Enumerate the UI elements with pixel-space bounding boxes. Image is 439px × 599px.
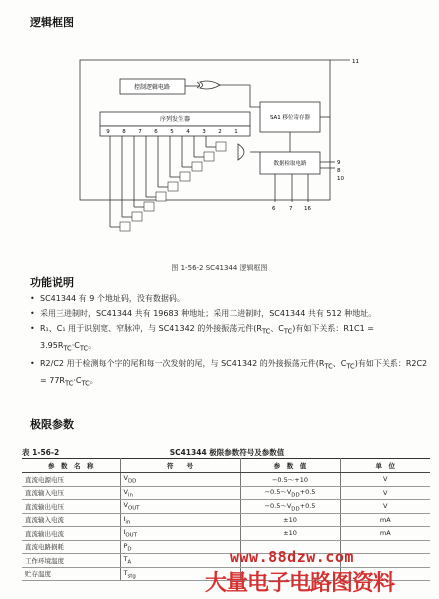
unit-cell: V — [340, 473, 430, 487]
bit-3-label: 3 — [202, 129, 206, 135]
pin-16-label: 16 — [304, 206, 311, 212]
xor-gate-top — [200, 81, 220, 89]
symbol-cell: $V_{OUT}$ — [120, 500, 240, 514]
shift-register-label: SA1 移位寄存器 — [269, 115, 311, 121]
param-name-cell: 工作环境温度 — [22, 554, 120, 568]
pin-7-label: 7 — [289, 206, 293, 212]
bit-4-label: 4 — [186, 129, 190, 135]
bit-7-label: 7 — [138, 129, 142, 135]
pin-6-label: 6 — [272, 206, 276, 212]
symbol-cell: $V_{in}$ — [120, 486, 240, 500]
value-cell: $-0.5\sim V_{DD}+0.5$ — [240, 500, 340, 514]
bit-8-label: 8 — [122, 129, 126, 135]
table-title: SC41344 极限参数符号及参数值 — [169, 448, 285, 457]
param-name-cell: 直流输出电压 — [22, 500, 120, 514]
header-unit: 单 位 — [340, 459, 430, 473]
value-cell: ±10 — [240, 513, 340, 527]
unit-cell: V — [340, 486, 430, 500]
symbol-cell: $I_{OUT}$ — [120, 527, 240, 541]
and-gate-mid — [238, 144, 244, 160]
param-name-cell: 直流输入电压 — [22, 486, 120, 500]
symbol-cell: $I_{in}$ — [120, 513, 240, 527]
value-cell: ±10 — [240, 527, 340, 541]
control-logic-label: 控制逻辑电路 — [133, 84, 171, 91]
param-name-cell: 贮存温度 — [22, 567, 120, 581]
param-name-cell: 直流输出电流 — [22, 527, 120, 541]
function-bullet-list — [30, 292, 430, 392]
table-row — [22, 527, 430, 541]
bit-1-label: 1 — [234, 129, 238, 135]
unit-cell: mA — [340, 513, 430, 527]
header-param-name: 参 数 名 称 — [22, 459, 120, 473]
bullet-item: • R₁、C₁ 用于识别宽、窄脉冲，与 SC41342 的外接振荡元件($R_{TC}$、$C_{TC}$)有如下关系：$R1C1 = 3.95R_{TC}\cdot C_{TC}$。 — [30, 322, 430, 355]
bit-5-label: 5 — [170, 129, 174, 135]
pin-11-label: 11 — [352, 59, 359, 65]
bullet-item: • R2/C2 用于检测每个字的尾和每一次发射的尾，与 SC41342 的外接振荡元件($R_{TC}$、$C_{TC}$)有如下关系：$R2C2 = 77R_{TC}\cdot C_{TC}$。 — [30, 357, 430, 390]
table-row — [22, 540, 430, 554]
watermark-url: www.88dzw.com — [230, 548, 354, 566]
bullet-item: • SC41344 有 9 个地址码，没有数据码。 — [30, 292, 430, 305]
table-row — [22, 554, 430, 568]
unit-cell: V — [340, 500, 430, 514]
bullet-item: • 采用三进制时，SC41344 共有 19683 种地址；采用二进制时，SC41344 共有 512 种地址。 — [30, 307, 430, 320]
bit-6-label: 6 — [154, 129, 158, 135]
table-row — [22, 500, 430, 514]
unit-cell: mA — [340, 527, 430, 541]
table-body — [22, 473, 430, 581]
bit-9-label: 9 — [106, 129, 110, 135]
section-title-limits: 极限参数 — [30, 418, 74, 431]
symbol-cell: $T_{stg}$ — [120, 567, 240, 581]
data-control-label: 数据检取电路 — [273, 161, 307, 167]
value-cell: $-0.5\sim V_{DD}+0.5$ — [240, 486, 340, 500]
section-title-function: 功能说明 — [30, 276, 74, 289]
symbol-cell: $P_D$ — [120, 540, 240, 554]
symbol-cell: $T_A$ — [120, 554, 240, 568]
bit-2-label: 2 — [218, 129, 222, 135]
table-row — [22, 513, 430, 527]
symbol-cell: $V_{DD}$ — [120, 473, 240, 487]
limit-parameters-table — [22, 458, 430, 581]
figure-caption: 图 1-56-2 SC41344 逻辑框图 — [171, 264, 268, 272]
header-symbol: 符 号 — [120, 459, 240, 473]
table-header-row — [22, 459, 430, 473]
table-row — [22, 486, 430, 500]
value-cell: −0.5～+10 — [240, 473, 340, 487]
pin-10-label: 10 — [337, 176, 344, 182]
param-name-cell: 直流电路损耗 — [22, 540, 120, 554]
param-name-cell: 直流电源电压 — [22, 473, 120, 487]
table-row — [22, 473, 430, 487]
param-name-cell: 直流输入电流 — [22, 513, 120, 527]
pin-9-label: 9 — [337, 160, 341, 166]
section-title-logic-diagram: 逻辑框图 — [30, 16, 74, 29]
table-number: 表 1-56-2 — [22, 448, 60, 457]
header-value: 参 数 值 — [240, 459, 340, 473]
sequence-generator-label: 序列发生器 — [159, 116, 191, 123]
watermark-name: 大量电子电路图资料 — [205, 571, 395, 596]
logic-block-diagram — [60, 52, 360, 257]
pin-8-label: 8 — [337, 168, 341, 174]
